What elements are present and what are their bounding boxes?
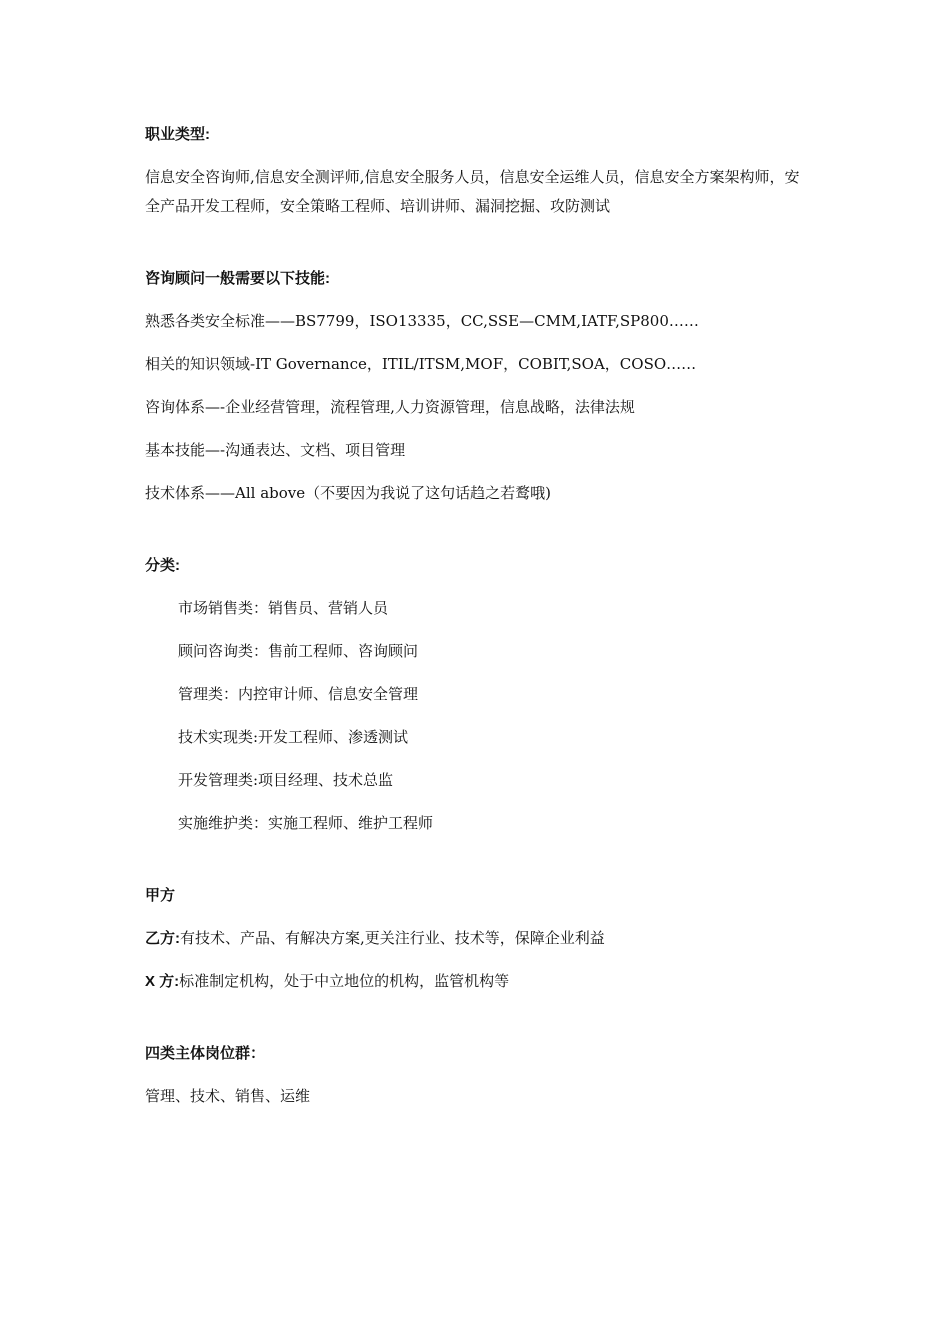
category-item: 管理类：内控审计师、信息安全管理 [178, 685, 419, 703]
career-types-heading: 职业类型: [145, 126, 210, 143]
categories-heading: 分类: [145, 557, 180, 574]
party-x-label: X 方: [145, 973, 180, 990]
category-item: 技术实现类:开发工程师、渗透测试 [178, 728, 409, 746]
skill-item: 相关的知识领域-IT Governance，ITIL/ITSM,MOF，COBIT,SOA，COSO…… [145, 355, 697, 373]
category-item: 开发管理类:项目经理、技术总监 [178, 771, 394, 789]
category-item: 顾问咨询类：售前工程师、咨询顾问 [178, 642, 419, 660]
category-item: 实施维护类：实施工程师、维护工程师 [178, 814, 434, 832]
party-b-line [145, 924, 815, 953]
party-x-line [145, 967, 815, 996]
party-b-label: 乙方: [145, 930, 180, 947]
job-groups-heading: 四类主体岗位群： [145, 1045, 266, 1062]
party-b-text: 有技术、产品、有解决方案,更关注行业、技术等，保障企业利益 [180, 929, 605, 947]
party-x-text: 标准制定机构，处于中立地位的机构，监管机构等 [179, 972, 510, 990]
skills-heading: 咨询顾问一般需要以下技能: [145, 270, 330, 287]
category-item: 市场销售类：销售员、营销人员 [178, 599, 389, 617]
skill-item: 咨询体系—-企业经营管理，流程管理,人力资源管理，信息战略，法律法规 [145, 398, 635, 416]
document-content [145, 120, 815, 1111]
party-a-label: 甲方 [145, 887, 176, 904]
career-types-body: 信息安全咨询师,信息安全测评师,信息安全服务人员，信息安全运维人员，信息安全方案架构师，安全产品开发工程师，安全策略工程师、培训讲师、漏洞挖掘、攻防测试 [145, 168, 800, 215]
skill-item: 基本技能—-沟通表达、文档、项目管理 [145, 441, 406, 459]
job-groups-body: 管理、技术、销售、运维 [145, 1087, 311, 1105]
skill-item: 熟悉各类安全标准——BS7799，ISO13335，CC,SSE—CMM,IATF,SP800…… [145, 312, 699, 330]
skill-item: 技术体系——All above（不要因为我说了这句话趋之若鹜哦) [145, 484, 551, 502]
